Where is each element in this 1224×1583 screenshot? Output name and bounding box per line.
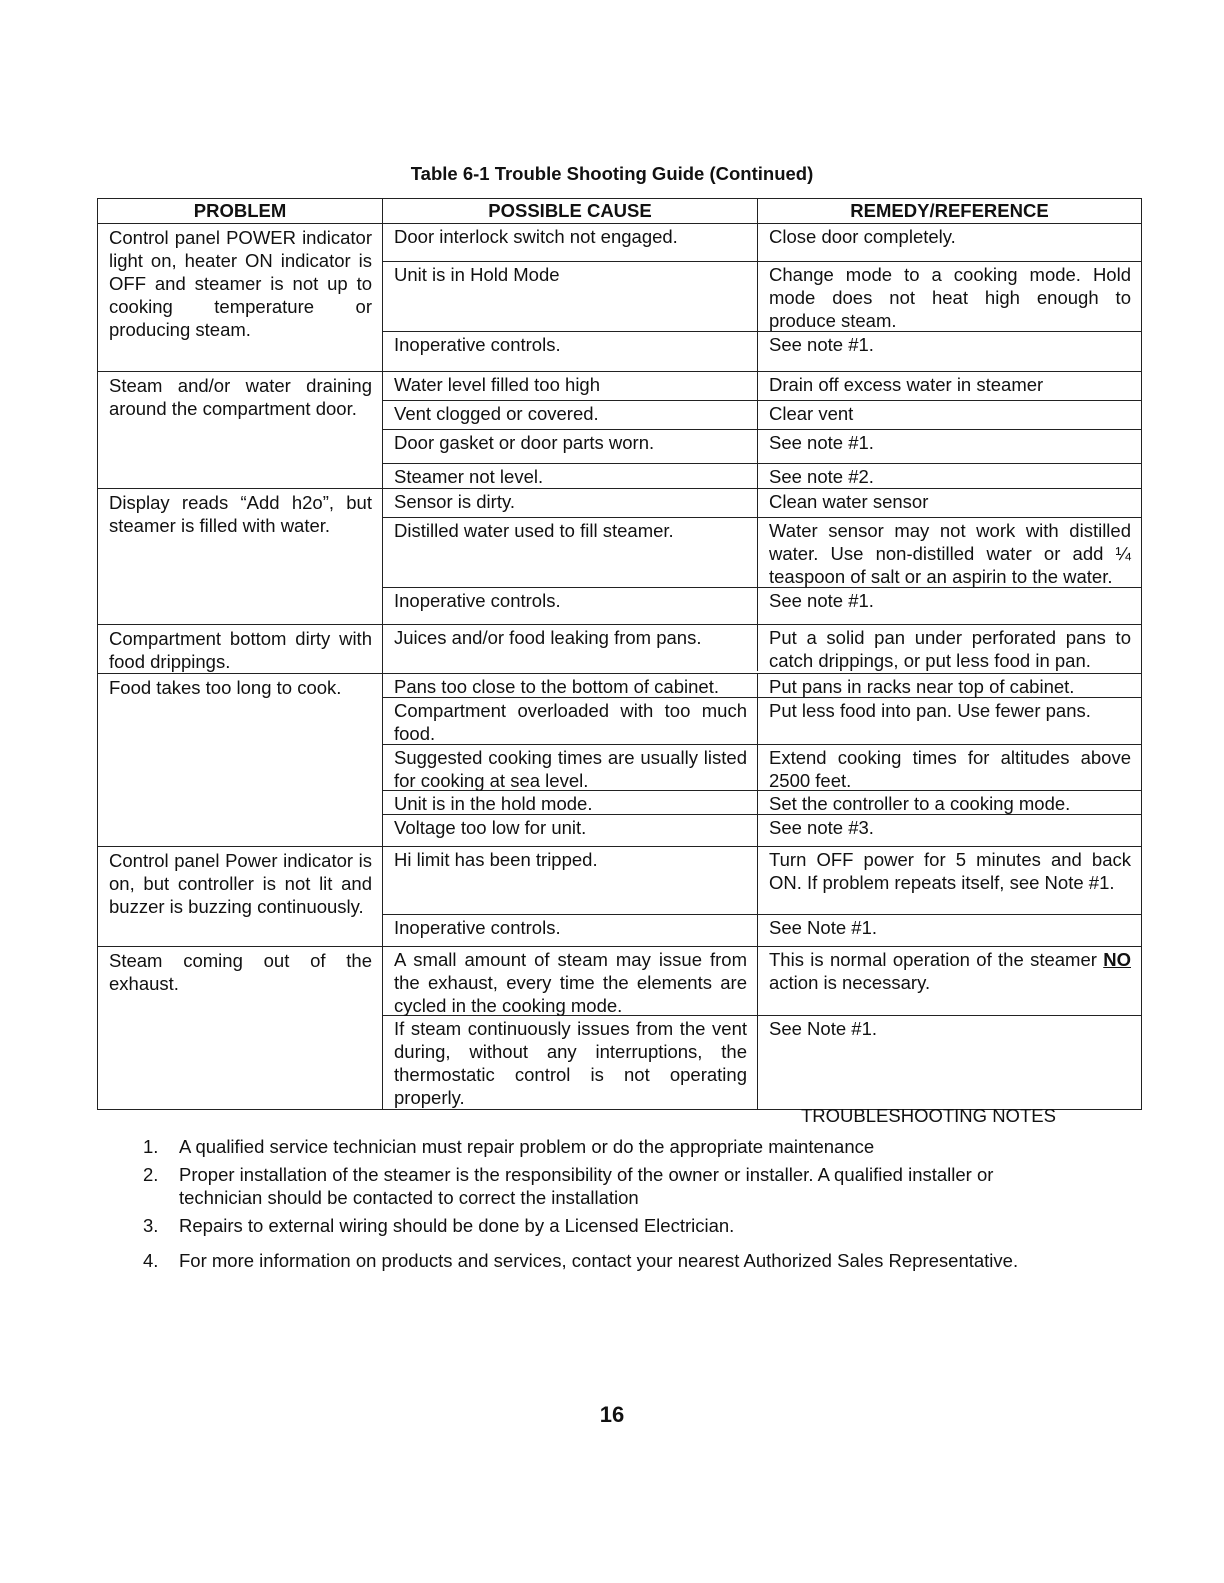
table-row [383,815,1141,846]
remedy-text: Change mode to a cooking mode. Hold mode does not heat high enough to produce steam. [769,264,1131,331]
cause-cell: If steam continuously issues from the vent during, without any interruptions, the thermostatic control is not operating properly. [383,1016,758,1109]
cause-cell: Sensor is dirty. [383,489,758,517]
header-problem: PROBLEM [98,199,383,223]
remedy-text: See Note #1. [769,917,877,938]
remedy-cell [758,947,1141,1015]
note-text: A qualified service technician must repair problem or do the appropriate maintenance [179,1136,875,1157]
remedy-text: Water sensor may not work with distilled water. Use non-distilled water or add ¼ teaspoon of salt or an aspirin to the water. [769,520,1131,587]
table-row [383,401,1141,430]
cause-cell: Voltage too low for unit. [383,815,758,846]
table-row [383,332,1141,371]
cause-cell: Inoperative controls. [383,332,758,371]
cause-cell: A small amount of steam may issue from the exhaust, every time the elements are cycled in the cooking mode. [383,947,758,1015]
remedy-cell [758,464,1141,488]
remedy-text: See note #3. [769,817,874,838]
remedy-cell [758,915,1141,946]
remedy-text-post: action is necessary. [769,972,931,993]
remedy-text: Turn OFF power for 5 minutes and back ON. If problem repeats itself, see Note #1. [769,849,1131,893]
cause-cell: Hi limit has been tripped. [383,847,758,914]
remedy-text: Close door completely. [769,226,956,247]
remedy-cell [758,489,1141,517]
remedy-text: Put pans in racks near top of cabinet. [769,676,1075,697]
remedy-cell [758,588,1141,624]
problem-group [98,847,1141,947]
remedy-text: See note #1. [769,432,874,453]
remedy-text: Set the controller to a cooking mode. [769,793,1071,814]
table-row [383,625,1141,671]
troubleshooting-table [97,198,1142,1110]
remedy-text: Put less food into pan. Use fewer pans. [769,700,1091,721]
remedy-text: This is normal operation of the steamer [769,949,1104,970]
table-row [383,791,1141,815]
problem-group [98,489,1141,625]
remedy-emphasis: NO [1103,949,1131,970]
remedy-cell [758,815,1141,846]
remedy-cell [758,401,1141,429]
remedy-cell [758,745,1141,790]
problem-group [98,674,1141,847]
note-text: Proper installation of the steamer is the responsibility of the owner or installer. A qualified installer or technician should be contacted to correct the installation [179,1164,994,1208]
remedy-cell [758,332,1141,371]
remedy-cell [758,674,1141,697]
table-body [98,224,1141,1109]
cause-cell: Steamer not level. [383,464,758,488]
problem-group [98,224,1141,372]
cause-cell: Juices and/or food leaking from pans. [383,625,758,671]
remedy-text: See Note #1. [769,1018,877,1039]
cause-remedy-rows [383,674,1141,846]
table-row [383,224,1141,262]
page-number: 16 [599,1402,625,1427]
table-row [383,847,1141,915]
problem-cell: Display reads “Add h2o”, but steamer is filled with water. [98,489,383,624]
table-row [383,674,1141,698]
remedy-cell [758,224,1141,261]
remedy-cell [758,518,1141,587]
remedy-text: Extend cooking times for altitudes above 2500 feet. [769,747,1131,791]
cause-cell: Pans too close to the bottom of cabinet. [383,674,758,697]
problem-group [98,372,1141,489]
remedy-cell [758,430,1141,463]
note-number: 3. [143,1215,159,1236]
remedy-cell [758,1016,1141,1109]
cause-cell: Compartment overloaded with too much food. [383,698,758,744]
note-number: 4. [143,1250,159,1271]
cause-remedy-rows [383,625,1141,673]
cause-cell: Distilled water used to fill steamer. [383,518,758,587]
problem-cell: Control panel Power indicator is on, but controller is not lit and buzzer is buzzing continuously. [98,847,383,946]
cause-cell: Inoperative controls. [383,588,758,624]
table-row [383,745,1141,791]
table-row [383,588,1141,624]
remedy-cell [758,372,1141,400]
remedy-text: Clear vent [769,403,854,424]
cause-cell: Inoperative controls. [383,915,758,946]
table-row [383,262,1141,332]
cause-remedy-rows [383,224,1141,371]
note-text: Repairs to external wiring should be done by a Licensed Electrician. [179,1215,735,1236]
cause-cell: Door interlock switch not engaged. [383,224,758,261]
cause-cell: Unit is in the hold mode. [383,791,758,814]
cause-remedy-rows [383,947,1141,1109]
problem-group [98,625,1141,674]
problem-cell: Compartment bottom dirty with food drippings. [98,625,383,673]
cause-cell: Water level filled too high [383,372,758,400]
note-text: For more information on products and services, contact your nearest Authorized Sales Representative. [179,1250,1019,1271]
table-row [383,464,1141,488]
cause-remedy-rows [383,489,1141,624]
remedy-text: See note #1. [769,590,874,611]
table-row [383,430,1141,464]
table-row [383,698,1141,745]
note-number: 2. [143,1164,159,1185]
remedy-cell [758,791,1141,814]
problem-cell: Steam and/or water draining around the compartment door. [98,372,383,488]
table-header [98,199,1141,224]
note-number: 1. [143,1136,159,1157]
cause-cell: Vent clogged or covered. [383,401,758,429]
remedy-text: Put a solid pan under perforated pans to catch drippings, or put less food in pan. [769,627,1131,671]
problem-group [98,947,1141,1109]
problem-cell: Control panel POWER indicator light on, heater ON indicator is OFF and steamer is not up to cooking temperature or producing steam. [98,224,383,371]
table-row [383,1016,1141,1109]
table-row [383,518,1141,588]
cause-cell: Suggested cooking times are usually listed for cooking at sea level. [383,745,758,790]
table-row [383,372,1141,401]
remedy-cell [758,847,1141,914]
remedy-text: See note #2. [769,466,874,487]
remedy-text: Clean water sensor [769,491,929,512]
table-row [383,947,1141,1016]
problem-cell: Food takes too long to cook. [98,674,383,846]
remedy-cell [758,698,1141,744]
table-row [383,489,1141,518]
header-remedy: REMEDY/REFERENCE [850,200,1049,221]
cause-remedy-rows [383,372,1141,488]
cause-cell: Unit is in Hold Mode [383,262,758,331]
problem-cell: Steam coming out of the exhaust. [98,947,383,1109]
remedy-text: Drain off excess water in steamer [769,374,1044,395]
cause-cell: Door gasket or door parts worn. [383,430,758,463]
header-cause: POSSIBLE CAUSE [383,199,758,223]
cause-remedy-rows [383,847,1141,946]
table-title: Table 6-1 Trouble Shooting Guide (Continued) [410,163,814,184]
notes-heading: TROUBLESHOOTING NOTES [801,1105,1056,1126]
table-row [383,915,1141,946]
remedy-cell [758,262,1141,331]
remedy-text: See note #1. [769,334,874,355]
remedy-cell [758,625,1141,671]
